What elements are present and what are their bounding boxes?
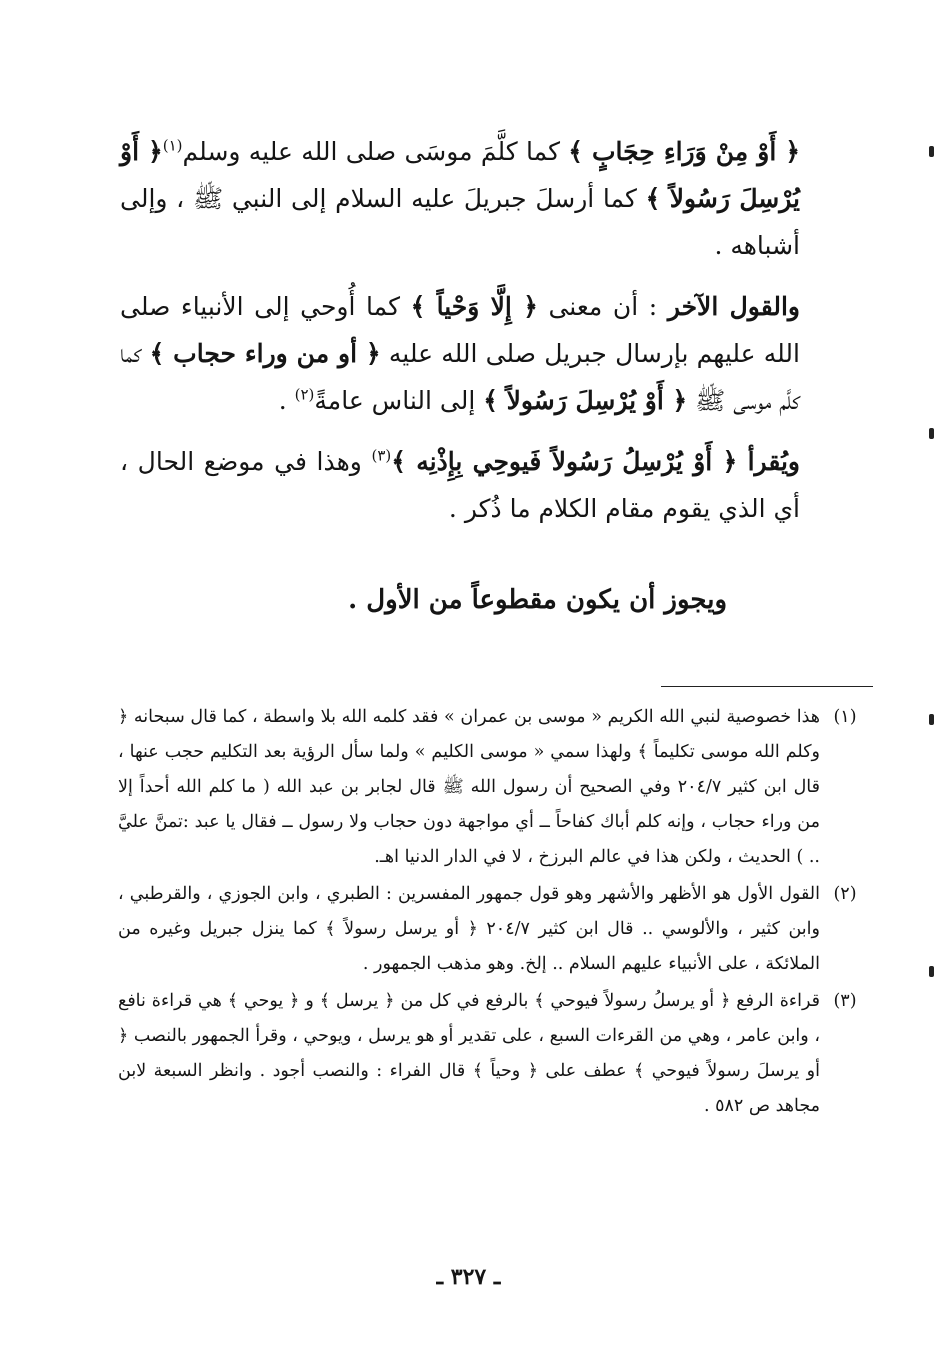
footnote-text: قراءة الرفع ﴿ أو يرسلُ رسولاً فيوحي ﴾ بالرفع في كل من ﴿ يرسل ﴾ و ﴿ يوحي ﴾ هي قراءة نافع ، وابن عامر ، وهي من القرءات السبع ، على تقدير أو هو يرسل ، ويوحي ، وقرأ الجمهور بالنصب ﴿ أو يرسلَ رسولاً فيوحي ﴾ عطف على ﴿ وحياً ﴾ قال الفراء : والنصب أجود . وانظر السبعة لابن مجاهد ص ٥٨٢ .	[118, 991, 820, 1116]
body-text: كما كلَّمَ موسَى صلى الله عليه وسلم	[182, 137, 569, 166]
quran-quote: ﴿ أو من وراء حجاب ﴾	[149, 339, 381, 368]
body-text: كما كلَّم موسى ﷺ	[120, 339, 800, 415]
footnote-number: (٣)	[833, 991, 857, 1011]
paragraph-lead: والقول الآخر	[667, 292, 800, 321]
paragraph-2	[120, 283, 800, 424]
footnote-divider	[661, 686, 873, 687]
scan-edge-mark	[929, 966, 934, 977]
body-text: كما أرسلَ جبريلَ عليه السلام إلى النبي ﷺ ، وإلى أشباهه .	[120, 184, 800, 260]
footnotes	[118, 700, 870, 1126]
footnote-ref-2[interactable]: (٢)	[294, 385, 315, 404]
paragraph-1	[120, 128, 800, 269]
body-text: .	[278, 386, 295, 415]
footnote-text: القول الأول هو الأظهر والأشهر وهو قول جمهور المفسرين : الطبري ، وابن الجوزي ، والقرطبي ، وابن كثير ، والألوسي .. قال ابن كثير ٢٠٤/٧ ﴿ أو يرسل رسولاً ﴾ كما ينزل جبريل وغيره من الملائكة ، على الأنبياء عليهم السلام .. إلخ. وهو مذهب الجمهور .	[118, 884, 820, 974]
body-text: : أن معنى	[537, 292, 668, 321]
quran-quote: ﴿ أَوْ يُرْسِلَ رَسُولاً ﴾	[120, 137, 800, 213]
main-text	[120, 128, 800, 546]
body-text: إلى الناس عامةً	[314, 386, 484, 415]
scan-edge-mark	[929, 428, 934, 439]
footnote-ref-1[interactable]: (١)	[162, 136, 183, 155]
footnote-3	[118, 984, 870, 1124]
paragraph-3	[120, 438, 800, 532]
scan-edge-mark	[929, 714, 934, 725]
quran-quote: ﴿ أَوْ يُرْسِلُ رَسُولاً فَيوحِي بِإِذْنِه ﴾	[391, 447, 748, 476]
quran-quote: ﴿ أَوْ مِنْ وَرَاءِ حِجَابٍ ﴾	[568, 137, 800, 166]
page-number: ـ ٣٢٧ ـ	[436, 1264, 501, 1290]
paragraph-lead: ويُقرأ	[747, 447, 800, 476]
footnote-number: (٢)	[833, 884, 857, 904]
footnote-2	[118, 877, 870, 982]
body-text: كما أُوحي إلى الأنبياء صلى الله عليهم بإرسال جبريل صلى الله عليه	[120, 292, 800, 368]
footnote-number: (١)	[833, 707, 857, 727]
body-text: وهذا في موضع الحال ، أي الذي يقوم مقام الكلام ما ذُكر .	[120, 447, 800, 523]
scan-edge-mark	[929, 146, 934, 157]
footnote-ref-3[interactable]: (٣)	[371, 446, 392, 465]
footnote-text: هذا خصوصية لنبي الله الكريم « موسى بن عمران » فقد كلمه الله بلا واسطة ، كما قال سبحانه ﴿ وكلم الله موسى تكليماً ﴾ ولهذا سمي « موسى الكليم » ولما سأل الرؤية بعد التكليم حجب عنها ، قال ابن كثير ٢٠٤/٧ وفي الصحيح أن رسول الله ﷺ قال لجابر بن عبد الله ( ما كلم الله أحداً إلا من وراء حجاب ، وإنه كلم أباك كفاحاً ــ أي مواجهة دون حجاب ولا رسول ــ فقال يا عبد :تمنَّ عليَّ .. ) الحديث ، ولكن هذا في عالم البرزخ ، لا في الدار الدنيا اهـ.	[118, 707, 820, 867]
quran-quote: ﴿ إِلَّا وَحْياً ﴾	[410, 292, 538, 321]
footnote-1	[118, 700, 870, 875]
closing-line: ويجوز أن يكون مقطوعاً من الأول .	[348, 585, 727, 615]
quran-quote: ﴿ أَوْ يُرْسِلَ رَسُولاً ﴾	[483, 386, 688, 415]
